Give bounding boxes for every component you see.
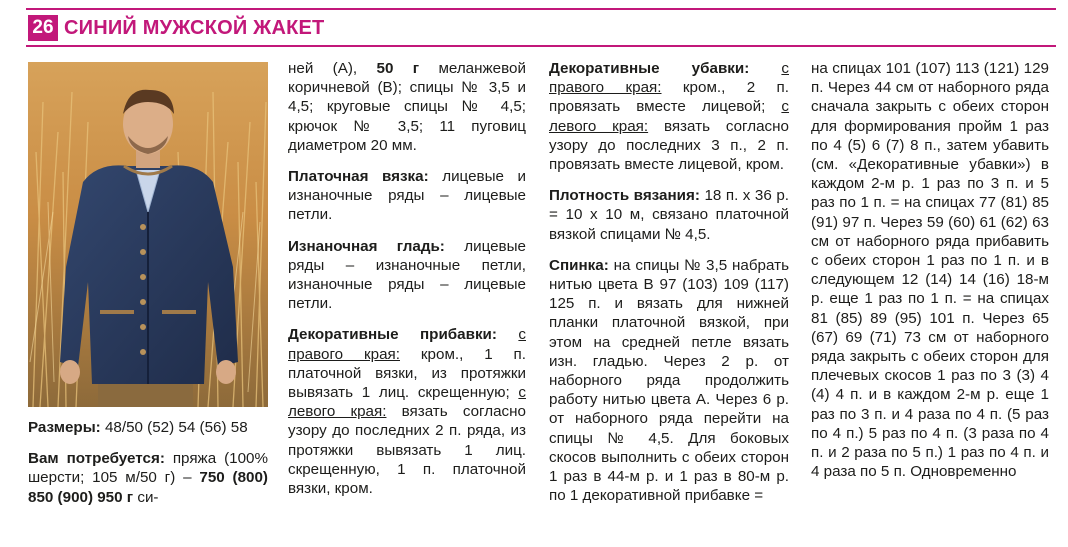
back-paragraph <box>549 256 789 506</box>
materials-text: пряжа (100% шерсти; 105 м/50 г) – <box>28 450 268 487</box>
reverse-stitch-paragraph <box>288 237 526 314</box>
garter-stitch-label: Платочная вязка: <box>288 168 429 186</box>
header-rule <box>26 45 1056 47</box>
back-continued-paragraph: на спицах 101 (107) 113 (121) 129 п. Через 44 см от наборного ряда сначала закрыть с обеих сторон для формирования пройм 1 раз по 4 (5) 6 (7) 8 п., затем убавить (см. «Декоративные убавки») в каждом 2-м р. 1 раз по 3 п. и 5 раз по 1 п. = на спицах 77 (81) 85 (91) 97 п. Через 59 (60) 61 (62) 63 см от наборного ряда прибавить с обеих сторон 1 раз по 1 п. и в следующем 12 (14) 14 (16) 18-м р. еще 1 раз по 1 п. = на спицах 81 (85) 89 (95) 101 п. Через 65 (67) 69 (71) 73 см от наборного ряда закрыть с обеих сторон для плечевых скосов 1 раз по 3 (3) 4 (4) 4 п. и в каждом 2-м р. еще 1 раз по 3 п. и 4 раза по 4 п. (5 раз по 4 п.) 5 раз по 4 п. (3 раза по 4 п. и 2 раза по 5 п.) 1 раз по 4 п. и 4 раза по 5 п. Одновременно <box>811 60 1049 481</box>
gauge-label: Плотность вязания: <box>549 187 700 205</box>
back-label: Спинка: <box>549 256 609 274</box>
materials-label: Вам потребуется: <box>28 450 165 468</box>
increases-label: Декоративные прибавки: <box>288 326 497 344</box>
column-2 <box>288 59 526 498</box>
column-4 <box>811 59 1049 481</box>
gauge-paragraph <box>549 186 789 244</box>
article-title: СИНИЙ МУЖСКОЙ ЖАКЕТ <box>64 16 325 39</box>
column-1 <box>28 418 268 507</box>
garter-stitch-text: лицевые и изнаночные ряды – лицевые петли. <box>288 168 526 224</box>
decreases-paragraph <box>549 59 789 174</box>
sizes-text: 48/50 (52) 54 (56) 58 <box>104 419 248 436</box>
yarn-amount: 750 (800) 850 (900) 950 г <box>28 469 268 506</box>
increases-text-2: вязать согласно узору до последних 2 п. ряда, из протяжки вывязать 1 лиц. скрещенную, 1 п. платочной вязки, кром. <box>288 403 526 498</box>
column-3 <box>549 59 789 505</box>
sizes-paragraph <box>28 418 268 437</box>
gauge-text: 18 п. х 36 р. = 10 х 10 м, связано платочной вязкой спицами № 4,5. <box>549 187 789 243</box>
reverse-stitch-text: лицевые ряды – изнаночные петли, изнаночные ряды – лицевые петли. <box>288 237 526 313</box>
decreases-label: Декоративные убавки: <box>549 60 750 77</box>
materials-cont-a: ней (А), <box>288 60 358 77</box>
increases-paragraph <box>288 325 526 498</box>
materials-continued <box>288 59 526 155</box>
materials-cont-b: 50 г <box>376 60 420 77</box>
decreases-left-edge: с левого края: <box>549 98 789 135</box>
increases-text-1: кром., 1 п. платочной вязки, из протяжки вывязать 1 лиц. скрещенную; <box>288 345 526 402</box>
decreases-text-2: вязать согласно узору до последних 3 п., 2 п. провязать вместе лицевой, кром. <box>549 117 789 174</box>
decreases-text-1: кром., 2 п. провязать вместе лицевой; <box>549 79 789 116</box>
increases-right-edge: с правого края: <box>288 326 526 363</box>
materials-cont-c: меланжевой коричневой (В); спицы № 3,5 и 4,5; круговые спицы № 4,5; крючок № 3,5; 11 пуговиц диаметром 20 мм. <box>288 60 526 154</box>
reverse-stitch-label: Изнаночная гладь: <box>288 237 445 255</box>
model-photo <box>28 62 268 407</box>
increases-left-edge: с левого края: <box>288 384 526 421</box>
materials-paragraph <box>28 449 268 507</box>
decreases-right-edge: с правого края: <box>549 60 789 97</box>
back-text: на спицы № 3,5 набрать нитью цвета В 97 (103) 109 (117) 125 п. и вязать для нижней планки платочной вязкой, при этом на средней петле вязать изн. гладью. Через 2 р. от наборного ряда продолжить работу нитью цвета А. Через 6 р. от наборного ряда перейти на спицы № 4,5. Для боковых скосов выполнить с обеих сторон 1 раз в 44-м р. и 1 раз в 80-м р. по 1 декоративной прибавке = <box>549 256 789 505</box>
top-rule <box>26 8 1056 10</box>
page-number-badge: 26 <box>28 15 58 41</box>
sizes-label: Размеры: <box>28 419 101 436</box>
garter-stitch-paragraph <box>288 167 526 225</box>
materials-text-end: си- <box>137 488 159 506</box>
article-header <box>28 14 324 42</box>
